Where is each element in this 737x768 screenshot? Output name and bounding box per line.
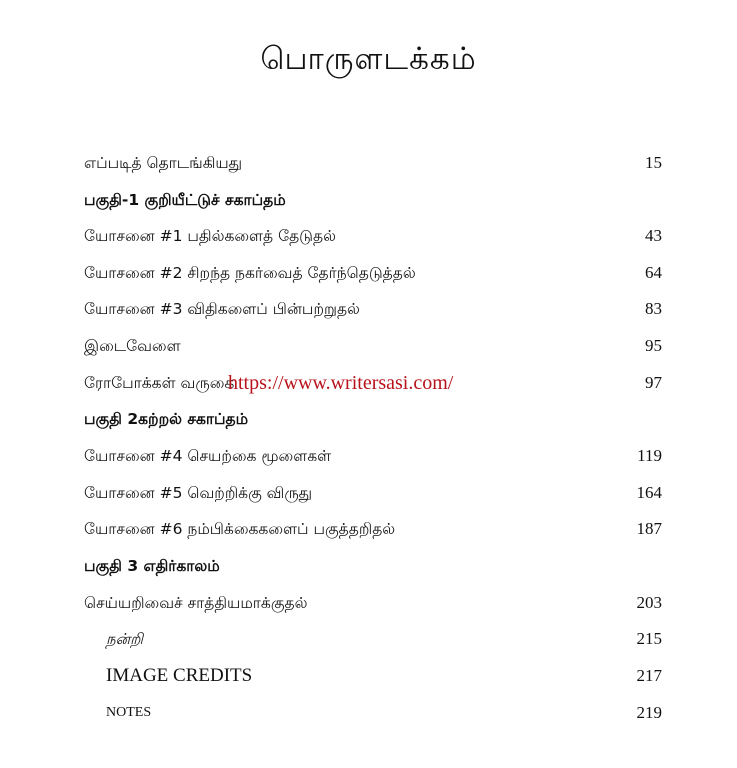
toc-entry-label: IMAGE CREDITS — [106, 665, 253, 686]
toc-entry-label: யோசனை #3 விதிகளைப் பின்பற்றுதல் — [84, 300, 360, 318]
toc-entry-label: இடைவேளை — [84, 337, 181, 355]
toc-entry — [84, 444, 662, 468]
toc-section-label: பகுதி-1 குறியீட்டுச் சகாப்தம் — [84, 191, 286, 209]
toc-entry-page: 119 — [637, 446, 662, 465]
toc-entry-label: யோசனை #1 பதில்களைத் தேடுதல் — [84, 227, 336, 245]
toc-entry-page: 164 — [636, 483, 662, 502]
toc-entry — [84, 224, 662, 248]
toc-entry — [84, 481, 662, 505]
toc-section-heading — [84, 554, 662, 578]
page-title: பொருளடக்கம் — [260, 40, 477, 77]
toc-entry-page: 83 — [645, 299, 662, 318]
toc-entry-page: 203 — [636, 593, 662, 612]
toc-entry — [84, 334, 662, 358]
toc-entry-page: 217 — [636, 666, 662, 685]
toc-entry — [84, 701, 662, 725]
toc-entry-page: 15 — [645, 153, 662, 172]
toc-entry — [84, 151, 662, 175]
toc-entry-label: நன்றி — [106, 630, 144, 648]
toc-entry-label: செய்யறிவைச் சாத்தியமாக்குதல் — [84, 594, 308, 612]
toc-entry-label: ரோபோக்கள் வருகை — [84, 374, 235, 392]
toc-section-heading — [84, 188, 662, 212]
toc-entry — [84, 591, 662, 615]
toc-section-label: பகுதி 2கற்றல் சகாப்தம் — [84, 410, 249, 428]
toc-entry-page: 95 — [645, 336, 662, 355]
toc-entry-page: 215 — [636, 629, 662, 648]
toc-section-heading — [84, 407, 662, 431]
toc-entry-page: 187 — [636, 519, 662, 538]
toc-entry — [84, 664, 662, 688]
toc-entry — [84, 297, 662, 321]
toc-entry — [84, 627, 662, 651]
toc-entry-label: யோசனை #4 செயற்கை மூளைகள் — [84, 447, 332, 465]
toc-entry-label: யோசனை #2 சிறந்த நகர்வைத் தேர்ந்தெடுத்தல் — [84, 264, 416, 282]
toc-entry-page: 97 — [645, 373, 662, 392]
toc-entry-page: 43 — [645, 226, 662, 245]
toc-entry-label: யோசனை #5 வெற்றிக்கு விருது — [84, 484, 313, 502]
toc-entry-label: எப்படித் தொடங்கியது — [84, 154, 243, 172]
watermark-url: https://www.writersasi.com/ — [228, 372, 454, 394]
toc-entry-page: 219 — [636, 703, 662, 722]
toc-entry — [84, 261, 662, 285]
toc-entry-label: NOTES — [106, 705, 152, 720]
toc-entry-label: யோசனை #6 நம்பிக்கைகளைப் பகுத்தறிதல் — [84, 520, 396, 538]
toc-entry — [84, 517, 662, 541]
toc-section-label: பகுதி 3 எதிர்காலம் — [84, 557, 220, 575]
toc-entry-page: 64 — [645, 263, 662, 282]
